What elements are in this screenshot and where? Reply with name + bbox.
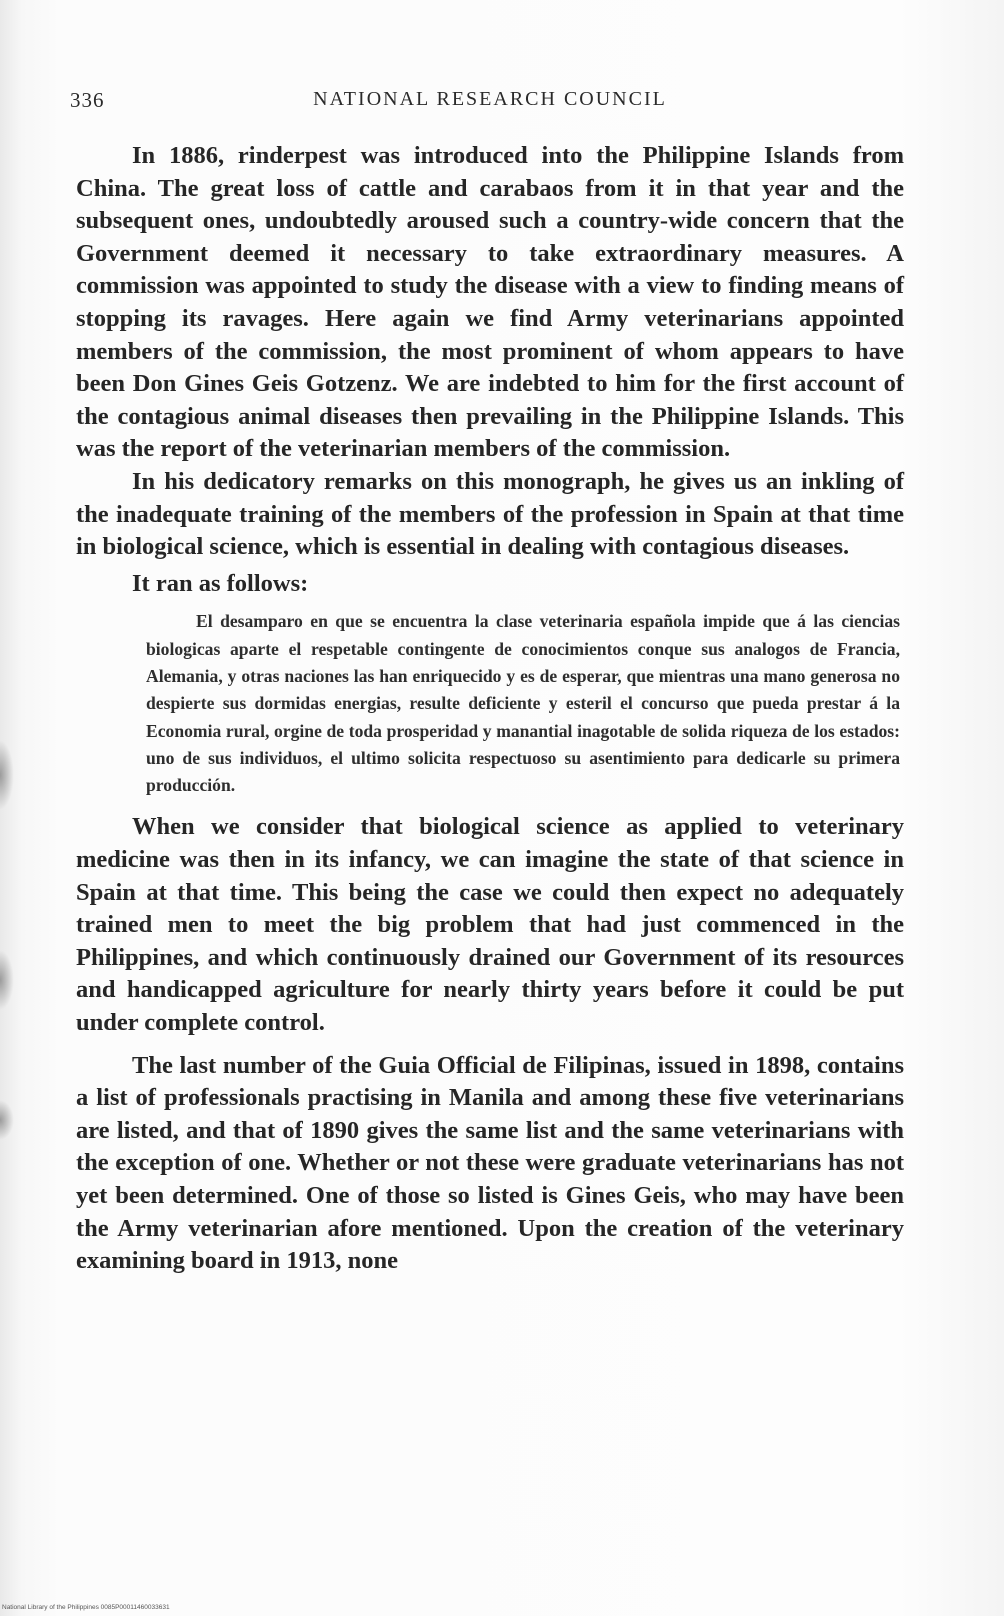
spanish-quotation: El desamparo en que se encuentra la clase veterinaria española impide que á las ciencias biologicas aparte el respetable contingente de conocimientos conque sus analogos de Francia, Alemania, y otras naciones las han enriquecido y es de esperar, que mientras una mano generosa no despierte sus dormidas energias, resulte deficiente y esteril el concurso que pueda prestar á la Economia rural, orgine de toda prosperidad y manantial inagotable de solida riqueza de los estados: uno de sus individuos, el ultimo solicita respectuoso su asentimiento para dedicarle su primera producción. bbox=[146, 611, 900, 796]
scan-edge-shadow bbox=[0, 740, 14, 810]
quote-intro: It ran as follows: bbox=[132, 569, 309, 597]
paragraph-rinderpest: In 1886, rinderpest was introduced into the Philippine Islands from China. The great loss of cattle and carabaos from it in that year and the subsequent ones, undoubtedly aroused such a country-wide concern that the Government deemed it necessary to take extraordinary measures. A commission was appointed to study the disease with a view to finding means of stopping its ravages. Here again we find Army veterinarians appointed members of the commission, the most prominent of whom appears to have been Don Gines Geis Gotzenz. We are indebted to him for the first account of the contagious animal diseases then prevailing in the Philippine Islands. This was the report of the veterinarian members of the commission. bbox=[76, 142, 904, 463]
paragraph-guia-official: The last number of the Guia Official de Filipinas, issued in 1898, contains a list of professionals practising in Manila and among these five veterinarians are listed, and that of 1890 gives the same list and the same veterinarians with the exception of one. Whether or not these were graduate veterinarians has not yet been determined. One of those so listed is Gines Geis, who may have been the Army veterinarian afore mentioned. Upon the creation of the veterinary examining board in 1913, none bbox=[76, 1051, 904, 1275]
scan-footer-note: National Library of the Philippines 0085P00011460033631 bbox=[2, 1604, 170, 1611]
running-head: NATIONAL RESEARCH COUNCIL bbox=[313, 88, 667, 110]
scan-edge-shadow bbox=[0, 1100, 14, 1140]
body-text bbox=[76, 140, 904, 1278]
paragraph-biological-science: When we consider that biological science as applied to veterinary medicine was then in its infancy, we can imagine the state of that science in Spain at that time. This being the case we could then expect no adequately trained men to meet the big problem that had just commenced in the Philippines, and which continuously drained our Government of its resources and handicapped agriculture for nearly thirty years before it could be put under complete control. bbox=[76, 813, 904, 1036]
page-header bbox=[70, 88, 910, 118]
paragraph-dedicatory-remarks: In his dedicatory remarks on this monograph, he gives us an inkling of the inadequate training of the members of the profession in Spain at that time in biological science, which is essential in dealing with contagious diseases. bbox=[76, 467, 904, 561]
scan-edge-shadow bbox=[0, 950, 14, 1010]
page-number: 336 bbox=[70, 88, 105, 112]
